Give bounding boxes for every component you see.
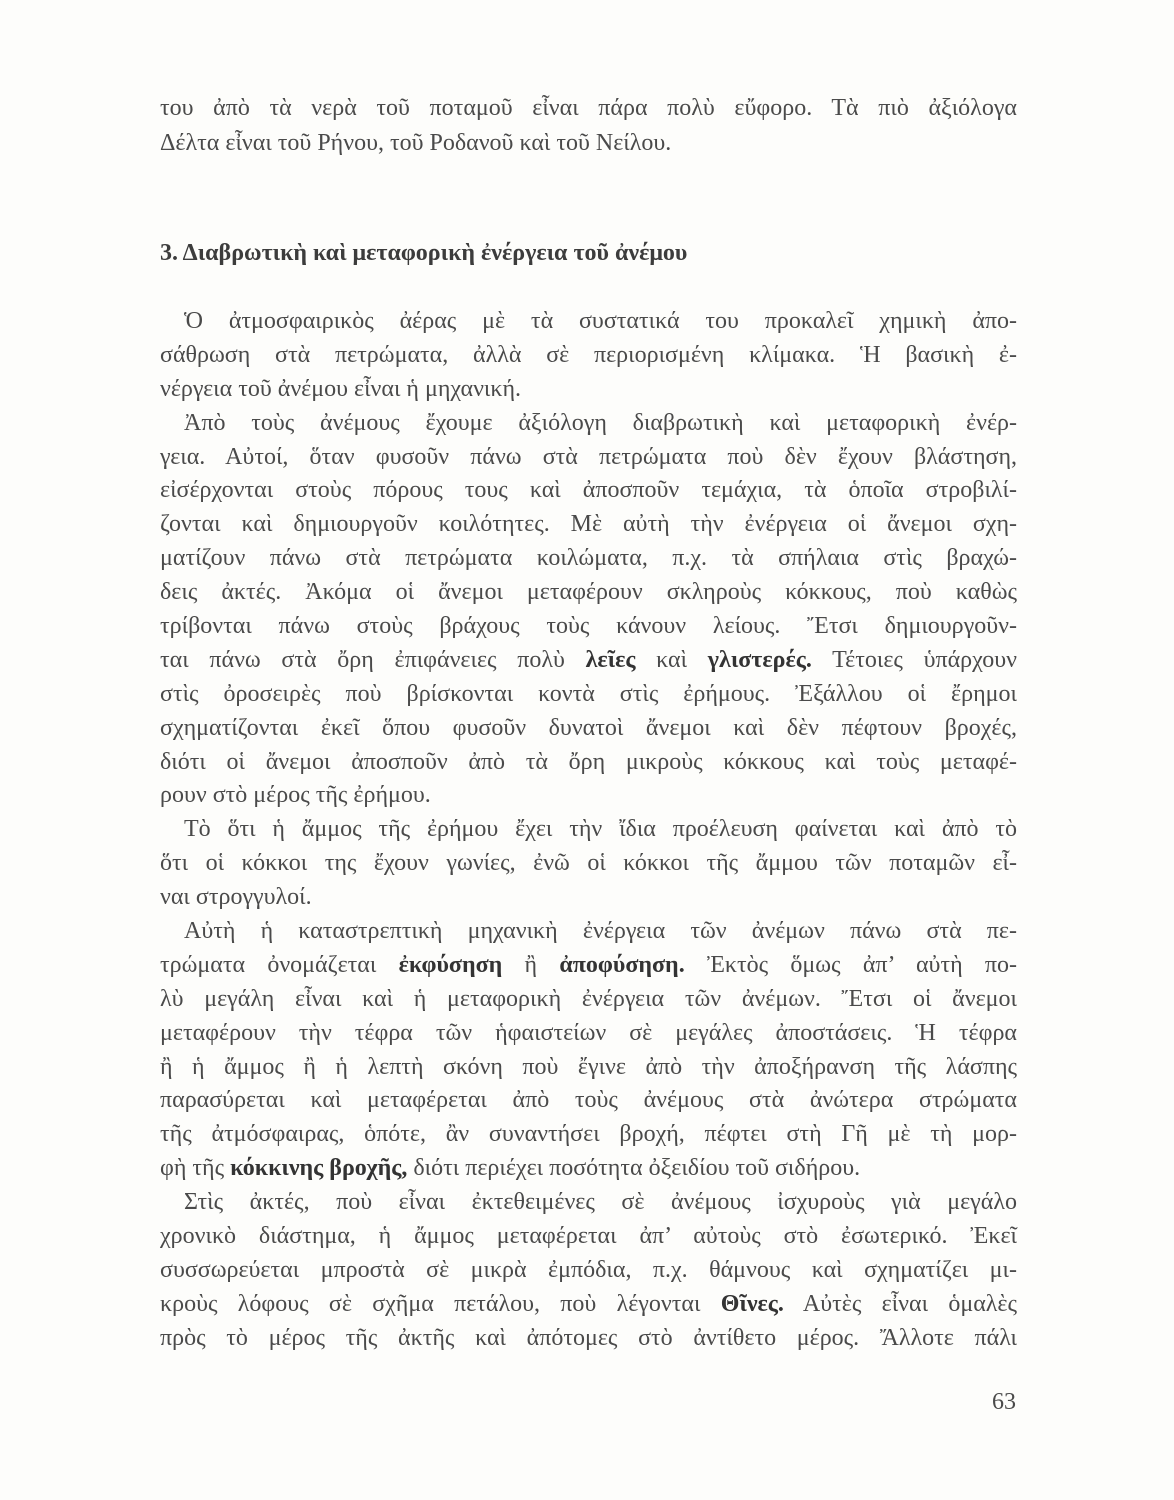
text-line: χρονικὸ διάστημα, ἡ ἄμμος μεταφέρεται ἀπ’ αὐτοὺς στὸ ἐσωτερικό. Ἐκεῖ xyxy=(160,1223,1017,1250)
text-run: κροὺς λόφους σὲ σχῆμα πετάλου, ποὺ λέγονται xyxy=(160,1290,721,1317)
text-line xyxy=(160,1288,1017,1322)
text-line: γεια. Αὐτοί, ὅταν φυσοῦν πάνω στὰ πετρώματα ποὺ δὲν ἔχουν βλάστηση, xyxy=(160,443,1017,470)
bold-term: ἀποφύσηση. xyxy=(559,951,685,978)
text-line: λὺ μεγάλη εἶναι καὶ ἡ μεταφορικὴ ἐνέργεια τῶν ἀνέμων. Ἔτσι οἱ ἄνεμοι xyxy=(160,985,1017,1012)
section-body xyxy=(160,305,1017,1356)
bold-term: λεῖες xyxy=(585,646,636,673)
text-line: παρασύρεται καὶ μεταφέρεται ἀπὸ τοὺς ἀνέμους στὰ ἀνώτερα στρώματα xyxy=(160,1087,1017,1114)
text-line xyxy=(160,949,1017,983)
text-line: ζονται καὶ δημιουργοῦν κοιλότητες. Μὲ αὐτὴ τὴν ἐνέργεια οἱ ἄνεμοι σχη- xyxy=(160,511,1017,538)
text-run: διότι περιέχει ποσότητα ὀξειδίου τοῦ σιδήρου. xyxy=(407,1155,861,1182)
text-line: Δέλτα εἶναι τοῦ Ρήνου, τοῦ Ροδανοῦ καὶ τοῦ Νείλου. xyxy=(160,130,672,156)
text-line: τῆς ἀτμόσφαιρας, ὁπότε, ἂν συναντήσει βροχή, πέφτει στὴ Γῆ μὲ τὴ μορ- xyxy=(160,1121,1017,1148)
paragraph xyxy=(160,813,1017,915)
text-line: του ἀπὸ τὰ νερὰ τοῦ ποταμοῦ εἶναι πάρα πολὺ εὔφορο. Τὰ πιὸ ἀξιόλογα xyxy=(160,95,1017,121)
bold-term: κόκκινης βροχῆς, xyxy=(230,1155,408,1182)
text-line xyxy=(160,644,1017,678)
text-line: σχηματίζονται ἐκεῖ ὅπου φυσοῦν δυνατοὶ ἄνεμοι καὶ δὲν πέφτουν βροχές, xyxy=(160,714,1017,741)
text-line: νέργεια τοῦ ἀνέμου εἶναι ἡ μηχανική. xyxy=(160,375,522,402)
text-line: ματίζουν πάνω στὰ πετρώματα κοιλώματα, π.χ. τὰ σπήλαια στὶς βραχώ- xyxy=(160,545,1017,572)
text-run: Ἐκτὸς ὅμως ἀπ’ αὐτὴ πο- xyxy=(684,951,1017,978)
section-heading: 3. Διαβρωτικὴ καὶ μεταφορικὴ ἐνέργεια τοῦ ἀνέμου xyxy=(160,240,688,266)
text-line: Τὸ ὅτι ἡ ἄμμος τῆς ἐρήμου ἔχει τὴν ἴδια προέλευση φαίνεται καὶ ἀπὸ τὸ xyxy=(184,816,1017,843)
paragraph xyxy=(160,305,1017,407)
bold-term: γλιστερές. xyxy=(707,646,812,673)
text-run: καὶ xyxy=(635,646,708,673)
paragraph xyxy=(160,1186,1017,1355)
text-line xyxy=(160,1152,1017,1186)
text-line: Αὐτὴ ἡ καταστρεπτικὴ μηχανικὴ ἐνέργεια τῶν ἀνέμων πάνω στὰ πε- xyxy=(184,918,1017,945)
text-run: Αὐτὲς εἶναι ὁμαλὲς xyxy=(783,1290,1017,1317)
text-line: διότι οἱ ἄνεμοι ἀποσποῦν ἀπὸ τὰ ὄρη μικροὺς κόκκους καὶ τοὺς μεταφέ- xyxy=(160,748,1017,775)
paragraph xyxy=(160,915,1017,1186)
text-line: τρίβονται πάνω στοὺς βράχους τοὺς κάνουν λείους. Ἔτσι δημιουργοῦν- xyxy=(160,613,1017,640)
text-run: ἢ xyxy=(502,951,560,978)
text-line: Ἀπὸ τοὺς ἀνέμους ἔχουμε ἀξιόλογη διαβρωτικὴ καὶ μεταφορικὴ ἐνέρ- xyxy=(184,409,1017,436)
text-line: ναι στρογγυλοί. xyxy=(160,884,312,911)
bold-term: Θῖνες. xyxy=(720,1290,784,1317)
page-number: 63 xyxy=(992,1389,1016,1415)
text-line: ἢ ἡ ἄμμος ἢ ἡ λεπτὴ σκόνη ποὺ ἔγινε ἀπὸ τὴν ἀποξήρανση τῆς λάσπης xyxy=(160,1053,1017,1080)
text-line: στὶς ὀροσειρὲς ποὺ βρίσκονται κοντὰ στὶς ἐρήμους. Ἐξάλλου οἱ ἔρημοι xyxy=(160,680,1017,707)
text-line: πρὸς τὸ μέρος τῆς ἀκτῆς καὶ ἀπότομες στὸ ἀντίθετο μέρος. Ἄλλοτε πάλι xyxy=(160,1324,1017,1351)
bold-term: ἐκφύσηση xyxy=(398,951,503,978)
text-line: σάθρωση στὰ πετρώματα, ἀλλὰ σὲ περιορισμένη κλίμακα. Ἡ βασικὴ ἐ- xyxy=(160,341,1017,368)
continued-paragraph-block xyxy=(160,91,1017,161)
paragraph xyxy=(160,407,1017,814)
text-line: Στὶς ἀκτές, ποὺ εἶναι ἐκτεθειμένες σὲ ἀνέμους ἰσχυροὺς γιὰ μεγάλο xyxy=(184,1189,1017,1216)
text-line: εἰσέρχονται στοὺς πόρους τους καὶ ἀποσποῦν τεμάχια, τὰ ὁποῖα στροβιλί- xyxy=(160,477,1017,504)
text-line: ρουν στὸ μέρος τῆς ἐρήμου. xyxy=(160,782,431,809)
text-run: φὴ τῆς xyxy=(160,1155,231,1182)
text-run: ται πάνω στὰ ὄρη ἐπιφάνειες πολὺ xyxy=(160,646,586,673)
text-line: δεις ἀκτές. Ἀκόμα οἱ ἄνεμοι μεταφέρουν σκληροὺς κόκκους, ποὺ καθὼς xyxy=(160,579,1017,606)
text-line: μεταφέρουν τὴν τέφρα τῶν ἡφαιστείων σὲ μεγάλες ἀποστάσεις. Ἡ τέφρα xyxy=(160,1019,1017,1046)
text-line: συσσωρεύεται μπροστὰ σὲ μικρὰ ἐμπόδια, π.χ. θάμνους καὶ σχηματίζει μι- xyxy=(160,1256,1017,1283)
text-run: τρώματα ὀνομάζεται xyxy=(160,951,399,978)
text-run: Τέτοιες ὑπάρχουν xyxy=(811,646,1018,673)
text-line: Ὁ ἀτμοσφαιρικὸς ἀέρας μὲ τὰ συστατικά του προκαλεῖ χημικὴ ἀπο- xyxy=(184,308,1017,334)
continued-paragraph xyxy=(160,91,1017,161)
text-line: ὅτι οἱ κόκκοι της ἔχουν γωνίες, ἐνῶ οἱ κόκκοι τῆς ἄμμου τῶν ποταμῶν εἶ- xyxy=(160,850,1017,877)
